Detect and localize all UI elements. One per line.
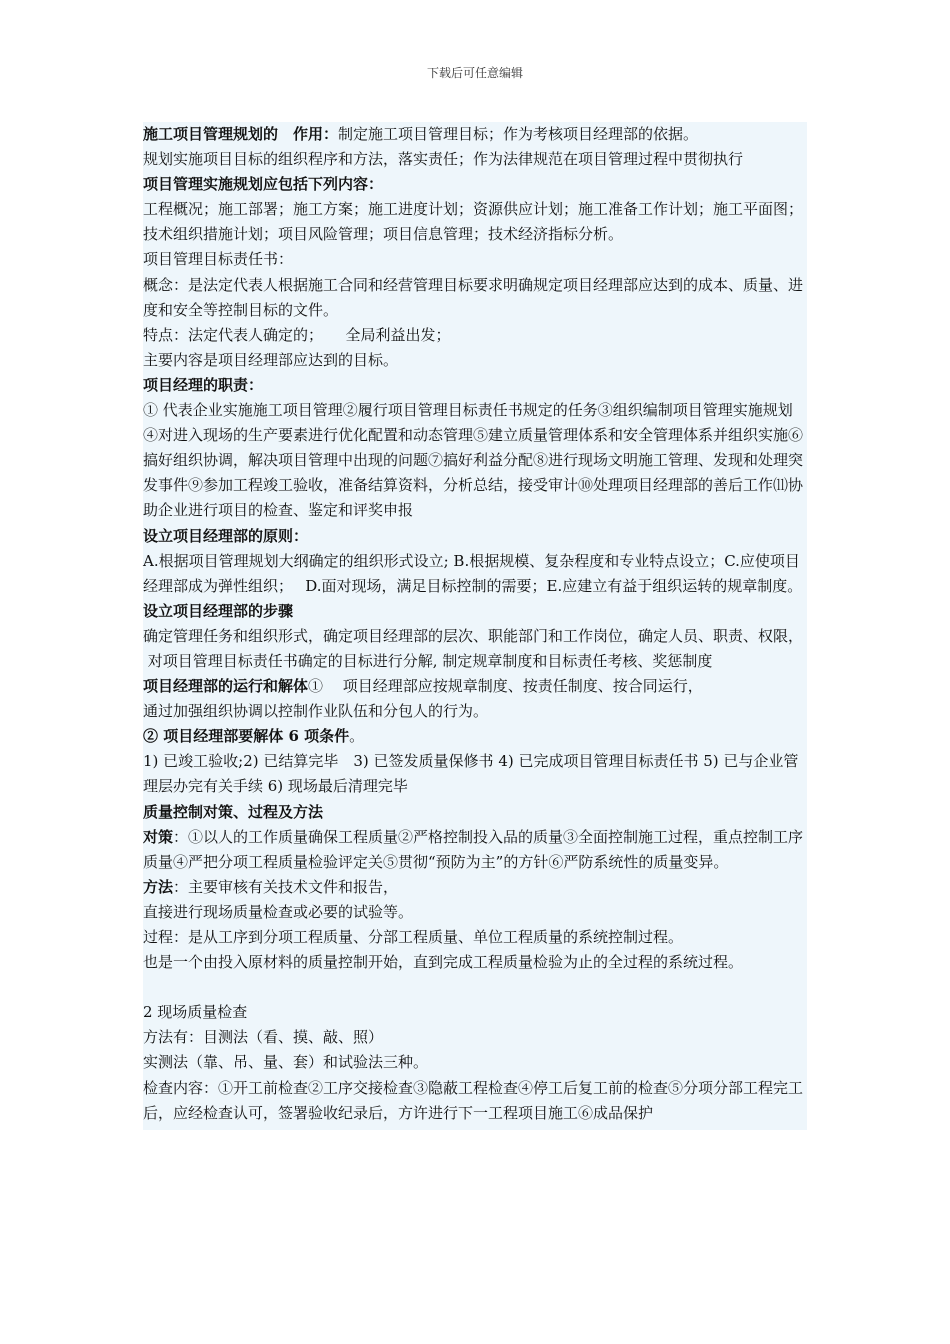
paragraph: 特点：法定代表人确定的； 全局利益出发；	[143, 325, 451, 344]
heading-operation: 项目经理部的运行和解体	[143, 677, 309, 696]
paragraph: 通过加强组织协调以控制作业队伍和分包人的行为。	[143, 702, 489, 721]
label-methods: 方法	[143, 877, 174, 896]
paragraph-plan-purpose: 施工项目管理规划的 作用：制定施工项目管理目标；作为考核项目经理部的依据。	[143, 125, 699, 143]
heading-quality-control: 质量控制对策、过程及方法	[143, 802, 324, 821]
paragraph: 概念：是法定代表人根据施工合同和经营管理目标要求明确规定项目经理部应达到的成本、质量、进度和安全等控制目标的文件。	[143, 275, 804, 319]
paragraph: 也是一个由投入原材料的质量控制开始，直到完成工程质量检验为止的全过程的系统过程。	[143, 953, 744, 972]
document-body	[143, 122, 807, 1130]
paragraph: 项目管理目标责任书：	[143, 250, 294, 269]
paragraph: 过程：是从工序到分项工程质量、分部工程质量、单位工程质量的系统控制过程。	[143, 928, 684, 946]
paragraph-operation: 项目经理部的运行和解体① 项目经理部应按规章制度、按责任制度、按合同运行，	[143, 677, 703, 696]
paragraph: 确定管理任务和组织形式，确定项目经理部的层次、职能部门和工作岗位，确定人员、职责、权限，	[143, 626, 804, 645]
paragraph: 2 现场质量检查	[143, 1003, 248, 1022]
paragraph-dissolution: ② 项目经理部要解体 6 项条件。	[143, 727, 365, 746]
paragraph: 规划实施项目目标的组织程序和方法，落实责任；作为法律规范在项目管理过程中贯彻执行	[143, 150, 744, 169]
heading-manager-duties: 项目经理的职责：	[143, 375, 264, 394]
paragraph: A.根据项目管理规划大纲确定的组织形式设立; B.根据规模、复杂程度和专业特点设立；C.应使项目经理部成为弹性组织； D.面对现场，满足目标控制的需要；E.应建立有益于组织运转的规章制度。	[143, 551, 803, 595]
paragraph: 对项目管理目标责任书确定的目标进行分解, 制定规章制度和目标责任考核、奖惩制度	[143, 651, 713, 670]
heading-setup-steps: 设立项目经理部的步骤	[143, 601, 294, 620]
paragraph: 实测法（靠、吊、量、套）和试验法三种。	[143, 1053, 429, 1072]
paragraph: 检查内容：①开工前检查②工序交接检查③隐蔽工程检查④停工后复工前的检查⑤分项分部工程完工后，应经检查认可，签署验收纪录后，方许进行下一工程项目施工⑥成品保护	[143, 1078, 804, 1122]
paragraph-methods: 方法：主要审核有关技术文件和报告，	[143, 877, 399, 896]
paragraph: 直接进行现场质量检查或必要的试验等。	[143, 902, 414, 921]
heading-plan-contents: 项目管理实施规划应包括下列内容：	[143, 175, 384, 194]
heading-plan-purpose: 施工项目管理规划的 作用：	[143, 125, 339, 143]
heading-dissolution: ② 项目经理部要解体 6 项条件	[143, 727, 350, 746]
paragraph-countermeasures: 对策：①以人的工作质量确保工程质量②严格控制投入品的质量③全面控制施工过程，重点控制工序质量④严把分项工程质量检验评定关⑤贯彻“预防为主”的方针⑥严防系统性的质量变异。	[143, 827, 804, 871]
label-countermeasures: 对策	[143, 827, 174, 846]
paragraph: 主要内容是项目经理部应达到的目标。	[143, 350, 399, 369]
paragraph: 工程概况；施工部署；施工方案；施工进度计划；资源供应计划；施工准备工作计划；施工平面图；技术组织措施计划；项目风险管理；项目信息管理；技术经济指标分析。	[143, 200, 804, 244]
paragraph: ① 代表企业实施施工项目管理②履行项目管理目标责任书规定的任务③组织编制项目管理实施规划④对进入现场的生产要素进行优化配置和动态管理⑤建立质量管理体系和安全管理体系并组织实施⑥搞好组织协调，解决项目管理中出现的问题⑦搞好利益分配⑧进行现场文明施工管理、发现和处理突发事件⑨参加工程竣工验收，准备结算资料，分析总结，接受审计⑩处理项目经理部的善后工作⑾协助企业进行项目的检查、鉴定和评奖申报	[143, 401, 804, 520]
paragraph: 方法有：目测法（看、摸、敲、照）	[143, 1028, 384, 1047]
blank-line	[143, 975, 807, 1000]
paragraph: 1) 已竣工验收;2) 已结算完毕 3) 已签发质量保修书 4) 已完成项目管理目标责任书 5) 已与企业管理层办完有关手续 6) 现场最后清理完毕	[143, 752, 799, 796]
page-header: 下载后可任意编辑	[426, 66, 523, 80]
heading-setup-principles: 设立项目经理部的原则：	[143, 526, 309, 545]
